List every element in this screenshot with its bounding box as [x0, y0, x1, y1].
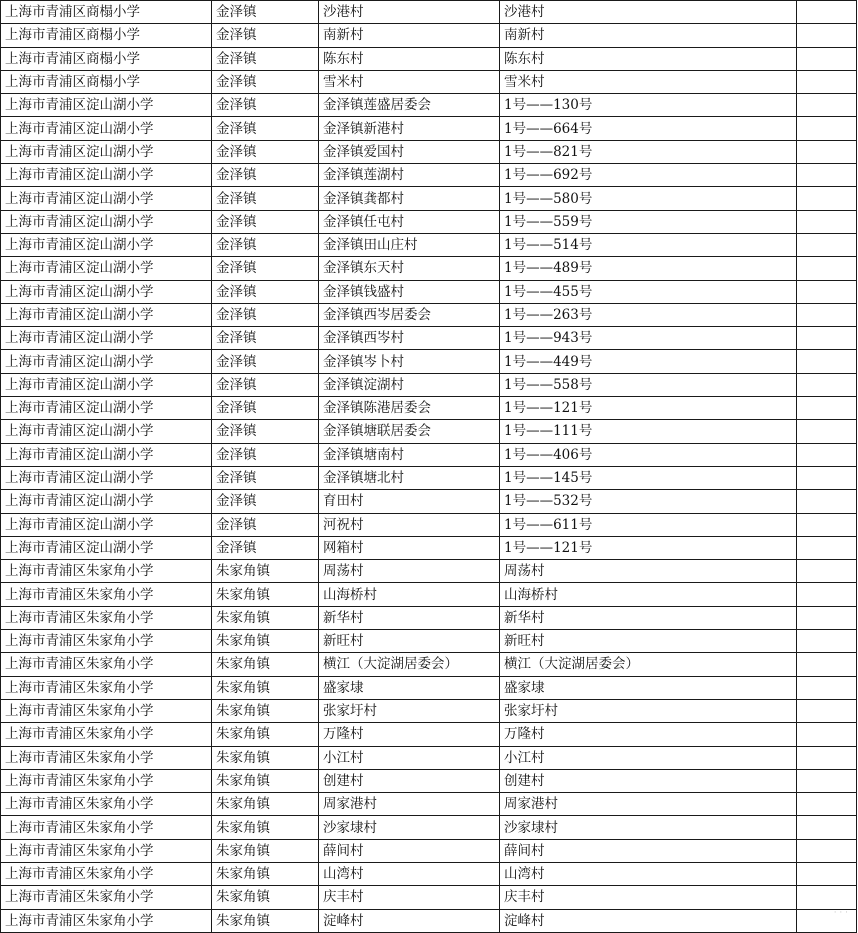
school-cell: 上海市青浦区朱家角小学 — [1, 723, 212, 746]
village-cell: 万隆村 — [319, 723, 500, 746]
town-cell: 金泽镇 — [212, 233, 319, 256]
blank-cell — [797, 140, 857, 163]
blank-cell — [797, 793, 857, 816]
town-cell: 金泽镇 — [212, 420, 319, 443]
table-row — [1, 699, 857, 722]
town-cell: 金泽镇 — [212, 280, 319, 303]
watermark: · · · — [833, 908, 848, 918]
town-cell: 金泽镇 — [212, 350, 319, 373]
range-cell: 1号——455号 — [500, 280, 797, 303]
range-cell: 新华村 — [500, 606, 797, 629]
school-cell: 上海市青浦区朱家角小学 — [1, 886, 212, 909]
range-cell: 1号——514号 — [500, 233, 797, 256]
town-cell: 金泽镇 — [212, 94, 319, 117]
range-cell: 万隆村 — [500, 723, 797, 746]
school-cell: 上海市青浦区朱家角小学 — [1, 769, 212, 792]
table-row — [1, 769, 857, 792]
range-cell: 山海桥村 — [500, 583, 797, 606]
village-cell: 山湾村 — [319, 862, 500, 885]
blank-cell — [797, 816, 857, 839]
school-cell: 上海市青浦区淀山湖小学 — [1, 280, 212, 303]
town-cell: 朱家角镇 — [212, 839, 319, 862]
town-cell: 金泽镇 — [212, 1, 319, 24]
school-cell: 上海市青浦区朱家角小学 — [1, 746, 212, 769]
blank-cell — [797, 280, 857, 303]
town-cell: 朱家角镇 — [212, 909, 319, 932]
table-row — [1, 560, 857, 583]
town-cell: 金泽镇 — [212, 164, 319, 187]
blank-cell — [797, 466, 857, 489]
blank-cell — [797, 839, 857, 862]
blank-cell — [797, 606, 857, 629]
school-cell: 上海市青浦区淀山湖小学 — [1, 327, 212, 350]
school-cell: 上海市青浦区朱家角小学 — [1, 909, 212, 932]
table-row — [1, 70, 857, 93]
range-cell: 1号——449号 — [500, 350, 797, 373]
table-row — [1, 397, 857, 420]
blank-cell — [797, 886, 857, 909]
village-cell: 金泽镇西岑村 — [319, 327, 500, 350]
table-row — [1, 233, 857, 256]
table-row — [1, 187, 857, 210]
blank-cell — [797, 47, 857, 70]
village-cell: 金泽镇田山庄村 — [319, 233, 500, 256]
town-cell: 朱家角镇 — [212, 886, 319, 909]
school-cell: 上海市青浦区朱家角小学 — [1, 606, 212, 629]
blank-cell — [797, 373, 857, 396]
school-cell: 上海市青浦区淀山湖小学 — [1, 513, 212, 536]
school-cell: 上海市青浦区朱家角小学 — [1, 793, 212, 816]
town-cell: 金泽镇 — [212, 210, 319, 233]
range-cell: 创建村 — [500, 769, 797, 792]
village-cell: 金泽镇莲湖村 — [319, 164, 500, 187]
table-row — [1, 327, 857, 350]
village-cell: 薛间村 — [319, 839, 500, 862]
blank-cell — [797, 24, 857, 47]
range-cell: 张家圩村 — [500, 699, 797, 722]
town-cell: 金泽镇 — [212, 443, 319, 466]
blank-cell — [797, 70, 857, 93]
school-cell: 上海市青浦区淀山湖小学 — [1, 350, 212, 373]
table-row — [1, 723, 857, 746]
village-cell: 金泽镇塘联居委会 — [319, 420, 500, 443]
school-cell: 上海市青浦区朱家角小学 — [1, 560, 212, 583]
table-row — [1, 513, 857, 536]
range-cell: 1号——145号 — [500, 466, 797, 489]
village-cell: 金泽镇莲盛居委会 — [319, 94, 500, 117]
school-cell: 上海市青浦区淀山湖小学 — [1, 140, 212, 163]
blank-cell — [797, 560, 857, 583]
village-cell: 金泽镇陈港居委会 — [319, 397, 500, 420]
village-cell: 陈东村 — [319, 47, 500, 70]
blank-cell — [797, 443, 857, 466]
school-cell: 上海市青浦区淀山湖小学 — [1, 94, 212, 117]
village-cell: 盛家埭 — [319, 676, 500, 699]
range-cell: 沙港村 — [500, 1, 797, 24]
table-row — [1, 862, 857, 885]
village-cell: 金泽镇龚都村 — [319, 187, 500, 210]
range-cell: 山湾村 — [500, 862, 797, 885]
range-cell: 1号——580号 — [500, 187, 797, 210]
blank-cell — [797, 210, 857, 233]
town-cell: 金泽镇 — [212, 490, 319, 513]
school-cell: 上海市青浦区淀山湖小学 — [1, 187, 212, 210]
village-cell: 金泽镇塘北村 — [319, 466, 500, 489]
range-cell: 1号——532号 — [500, 490, 797, 513]
village-cell: 金泽镇爱国村 — [319, 140, 500, 163]
town-cell: 金泽镇 — [212, 303, 319, 326]
school-cell: 上海市青浦区淀山湖小学 — [1, 117, 212, 140]
table-row — [1, 94, 857, 117]
range-cell: 沙家埭村 — [500, 816, 797, 839]
range-cell: 1号——611号 — [500, 513, 797, 536]
range-cell: 1号——130号 — [500, 94, 797, 117]
table-row — [1, 653, 857, 676]
blank-cell — [797, 1, 857, 24]
town-cell: 朱家角镇 — [212, 862, 319, 885]
table-row — [1, 839, 857, 862]
blank-cell — [797, 630, 857, 653]
town-cell: 金泽镇 — [212, 257, 319, 280]
town-cell: 朱家角镇 — [212, 793, 319, 816]
village-cell: 金泽镇任屯村 — [319, 210, 500, 233]
school-cell: 上海市青浦区朱家角小学 — [1, 699, 212, 722]
range-cell: 南新村 — [500, 24, 797, 47]
village-cell: 新华村 — [319, 606, 500, 629]
town-cell: 金泽镇 — [212, 24, 319, 47]
school-cell: 上海市青浦区商榻小学 — [1, 1, 212, 24]
table-row — [1, 303, 857, 326]
table-row — [1, 793, 857, 816]
village-cell: 金泽镇新港村 — [319, 117, 500, 140]
table-body — [1, 1, 857, 933]
table-row — [1, 909, 857, 932]
range-cell: 陈东村 — [500, 47, 797, 70]
school-cell: 上海市青浦区商榻小学 — [1, 70, 212, 93]
school-cell: 上海市青浦区淀山湖小学 — [1, 397, 212, 420]
table-row — [1, 140, 857, 163]
village-cell: 沙家埭村 — [319, 816, 500, 839]
village-cell: 周荡村 — [319, 560, 500, 583]
village-cell: 山海桥村 — [319, 583, 500, 606]
blank-cell — [797, 420, 857, 443]
range-cell: 1号——558号 — [500, 373, 797, 396]
town-cell: 朱家角镇 — [212, 723, 319, 746]
range-cell: 盛家埭 — [500, 676, 797, 699]
range-cell: 1号——121号 — [500, 536, 797, 559]
range-cell: 横江（大淀湖居委会） — [500, 653, 797, 676]
town-cell: 朱家角镇 — [212, 630, 319, 653]
town-cell: 朱家角镇 — [212, 676, 319, 699]
range-cell: 周荡村 — [500, 560, 797, 583]
blank-cell — [797, 769, 857, 792]
range-cell: 1号——559号 — [500, 210, 797, 233]
table-row — [1, 466, 857, 489]
range-cell: 薛间村 — [500, 839, 797, 862]
table-row — [1, 536, 857, 559]
range-cell: 1号——664号 — [500, 117, 797, 140]
table-row — [1, 350, 857, 373]
range-cell: 1号——111号 — [500, 420, 797, 443]
town-cell: 金泽镇 — [212, 373, 319, 396]
town-cell: 金泽镇 — [212, 327, 319, 350]
school-cell: 上海市青浦区朱家角小学 — [1, 862, 212, 885]
table-row — [1, 373, 857, 396]
town-cell: 金泽镇 — [212, 187, 319, 210]
blank-cell — [797, 490, 857, 513]
range-cell: 1号——121号 — [500, 397, 797, 420]
blank-cell — [797, 536, 857, 559]
village-cell: 南新村 — [319, 24, 500, 47]
school-cell: 上海市青浦区淀山湖小学 — [1, 443, 212, 466]
village-cell: 沙港村 — [319, 1, 500, 24]
school-cell: 上海市青浦区商榻小学 — [1, 24, 212, 47]
blank-cell — [797, 94, 857, 117]
table-row — [1, 606, 857, 629]
range-cell: 庆丰村 — [500, 886, 797, 909]
village-cell: 金泽镇西岑居委会 — [319, 303, 500, 326]
town-cell: 朱家角镇 — [212, 746, 319, 769]
village-cell: 雪米村 — [319, 70, 500, 93]
town-cell: 金泽镇 — [212, 117, 319, 140]
village-cell: 淀峰村 — [319, 909, 500, 932]
blank-cell — [797, 862, 857, 885]
range-cell: 新旺村 — [500, 630, 797, 653]
school-cell: 上海市青浦区淀山湖小学 — [1, 164, 212, 187]
village-cell: 张家圩村 — [319, 699, 500, 722]
village-cell: 育田村 — [319, 490, 500, 513]
range-cell: 1号——821号 — [500, 140, 797, 163]
table-row — [1, 746, 857, 769]
town-cell: 金泽镇 — [212, 70, 319, 93]
range-cell: 1号——943号 — [500, 327, 797, 350]
blank-cell — [797, 187, 857, 210]
blank-cell — [797, 653, 857, 676]
town-cell: 金泽镇 — [212, 47, 319, 70]
table-row — [1, 816, 857, 839]
table-row — [1, 24, 857, 47]
school-cell: 上海市青浦区淀山湖小学 — [1, 536, 212, 559]
village-cell: 金泽镇东天村 — [319, 257, 500, 280]
school-cell: 上海市青浦区朱家角小学 — [1, 630, 212, 653]
town-cell: 金泽镇 — [212, 536, 319, 559]
town-cell: 金泽镇 — [212, 140, 319, 163]
school-cell: 上海市青浦区淀山湖小学 — [1, 210, 212, 233]
blank-cell — [797, 233, 857, 256]
town-cell: 朱家角镇 — [212, 583, 319, 606]
range-cell: 淀峰村 — [500, 909, 797, 932]
school-cell: 上海市青浦区朱家角小学 — [1, 583, 212, 606]
school-cell: 上海市青浦区商榻小学 — [1, 47, 212, 70]
school-cell: 上海市青浦区朱家角小学 — [1, 653, 212, 676]
village-cell: 创建村 — [319, 769, 500, 792]
town-cell: 朱家角镇 — [212, 816, 319, 839]
table-row — [1, 583, 857, 606]
table-row — [1, 676, 857, 699]
school-cell: 上海市青浦区淀山湖小学 — [1, 303, 212, 326]
school-cell: 上海市青浦区朱家角小学 — [1, 676, 212, 699]
village-cell: 河祝村 — [319, 513, 500, 536]
range-cell: 1号——263号 — [500, 303, 797, 326]
range-cell: 小江村 — [500, 746, 797, 769]
table-row — [1, 490, 857, 513]
village-cell: 庆丰村 — [319, 886, 500, 909]
table-row — [1, 1, 857, 24]
village-cell: 金泽镇钱盛村 — [319, 280, 500, 303]
village-cell: 金泽镇淀湖村 — [319, 373, 500, 396]
blank-cell — [797, 303, 857, 326]
blank-cell — [797, 746, 857, 769]
school-cell: 上海市青浦区淀山湖小学 — [1, 420, 212, 443]
school-cell: 上海市青浦区朱家角小学 — [1, 839, 212, 862]
range-cell: 雪米村 — [500, 70, 797, 93]
blank-cell — [797, 676, 857, 699]
school-cell: 上海市青浦区淀山湖小学 — [1, 373, 212, 396]
town-cell: 朱家角镇 — [212, 769, 319, 792]
school-cell: 上海市青浦区淀山湖小学 — [1, 466, 212, 489]
table-row — [1, 47, 857, 70]
blank-cell — [797, 327, 857, 350]
range-cell: 1号——489号 — [500, 257, 797, 280]
blank-cell — [797, 257, 857, 280]
table-row — [1, 443, 857, 466]
table-row — [1, 210, 857, 233]
blank-cell — [797, 397, 857, 420]
blank-cell — [797, 164, 857, 187]
table-row — [1, 257, 857, 280]
village-cell: 小江村 — [319, 746, 500, 769]
school-cell: 上海市青浦区淀山湖小学 — [1, 490, 212, 513]
town-cell: 朱家角镇 — [212, 699, 319, 722]
table-row — [1, 420, 857, 443]
blank-cell — [797, 583, 857, 606]
town-cell: 金泽镇 — [212, 397, 319, 420]
village-cell: 新旺村 — [319, 630, 500, 653]
village-cell: 横江（大淀湖居委会） — [319, 653, 500, 676]
village-cell: 网箱村 — [319, 536, 500, 559]
town-cell: 金泽镇 — [212, 513, 319, 536]
range-cell: 周家港村 — [500, 793, 797, 816]
blank-cell — [797, 723, 857, 746]
blank-cell — [797, 513, 857, 536]
range-cell: 1号——692号 — [500, 164, 797, 187]
town-cell: 朱家角镇 — [212, 653, 319, 676]
table-row — [1, 280, 857, 303]
blank-cell — [797, 699, 857, 722]
town-cell: 朱家角镇 — [212, 560, 319, 583]
town-cell: 金泽镇 — [212, 466, 319, 489]
village-cell: 金泽镇岑卜村 — [319, 350, 500, 373]
table-row — [1, 886, 857, 909]
school-cell: 上海市青浦区朱家角小学 — [1, 816, 212, 839]
school-cell: 上海市青浦区淀山湖小学 — [1, 257, 212, 280]
town-cell: 朱家角镇 — [212, 606, 319, 629]
table-row — [1, 164, 857, 187]
blank-cell — [797, 117, 857, 140]
village-cell: 金泽镇塘南村 — [319, 443, 500, 466]
blank-cell — [797, 350, 857, 373]
village-cell: 周家港村 — [319, 793, 500, 816]
table-row — [1, 117, 857, 140]
range-cell: 1号——406号 — [500, 443, 797, 466]
school-cell: 上海市青浦区淀山湖小学 — [1, 233, 212, 256]
table-row — [1, 630, 857, 653]
